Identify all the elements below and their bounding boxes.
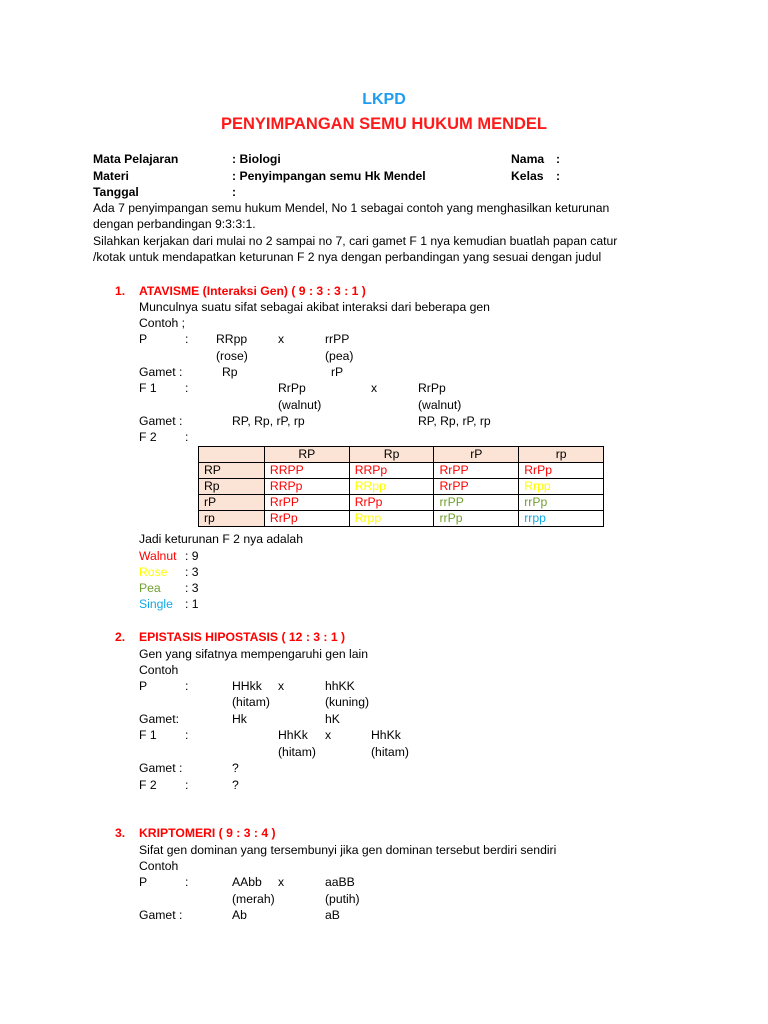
- table-cell: RrPP: [264, 495, 349, 511]
- page-subtitle: PENYIMPANGAN SEMU HUKUM MENDEL: [220, 115, 548, 133]
- s1-f2-label: F 2: [139, 430, 157, 444]
- table-cell: RrPp: [519, 463, 604, 479]
- intro-line4: /kotak untuk mendapatkan keturunan F 2 nya dengan perbandingan yang sesuai dengan judul: [93, 250, 602, 264]
- s1-number: 1.: [115, 284, 126, 298]
- materi-label: Materi: [93, 169, 129, 183]
- s1-f1b: RrPp: [418, 381, 446, 395]
- s1-f1-label: F 1: [139, 381, 157, 395]
- result-single-label: Single: [139, 597, 173, 611]
- s1-gamet-label: Gamet :: [139, 365, 183, 379]
- s2-p1: HHkk: [232, 679, 262, 693]
- s1-gamet2: rP: [331, 365, 344, 379]
- s3-gamet2: aB: [325, 908, 340, 922]
- s2-gamet-label: Gamet:: [139, 712, 179, 726]
- mapel-value: : Biologi: [232, 152, 281, 166]
- s2-p1-phenotype: (hitam): [232, 695, 270, 709]
- result-rose-value: : 3: [185, 565, 199, 579]
- s1-f1-colon: :: [185, 381, 189, 395]
- table-cell: RRPp: [264, 479, 349, 495]
- s3-p2: aaBB: [325, 875, 355, 889]
- table-cell: RrPP: [434, 463, 519, 479]
- s2-number: 2.: [115, 630, 126, 644]
- table-col-header: rP: [434, 447, 519, 463]
- s2-cross: x: [278, 679, 285, 693]
- table-cell: RRPP: [264, 463, 349, 479]
- result-walnut-label: Walnut: [139, 549, 177, 563]
- s2-p2: hhKK: [325, 679, 355, 693]
- result-walnut-value: : 9: [185, 549, 199, 563]
- s1-p-label: P: [139, 332, 148, 346]
- s1-p2: rrPP: [325, 332, 350, 346]
- table-cell: Rrpp: [349, 511, 434, 527]
- intro-line1: Ada 7 penyimpangan semu hukum Mendel, No 1 sebagai contoh yang menghasilkan keturunan: [93, 201, 610, 215]
- table-cell: RRPp: [349, 463, 434, 479]
- result-single-value: : 1: [185, 597, 199, 611]
- s3-desc: Sifat gen dominan yang tersembunyi jika gen dominan tersebut berdiri sendiri: [139, 843, 557, 857]
- materi-value: : Penyimpangan semu Hk Mendel: [232, 169, 426, 183]
- s2-f2-colon: :: [185, 778, 189, 792]
- table-col-header: rp: [519, 447, 604, 463]
- s2-f1-cross: x: [325, 728, 332, 742]
- tanggal-value: :: [232, 185, 237, 199]
- s2-f1-colon: :: [185, 728, 189, 742]
- table-row-header: rP: [199, 495, 265, 511]
- s3-p2-phenotype: (putih): [325, 892, 360, 906]
- s3-gamet1: Ab: [232, 908, 247, 922]
- s1-p1-phenotype: (rose): [216, 349, 248, 363]
- table-cell: rrPP: [434, 495, 519, 511]
- s3-cross: x: [278, 875, 285, 889]
- nama-label: Nama: [511, 152, 545, 166]
- s3-p-label: P: [139, 875, 148, 889]
- s1-f1b-phenotype: (walnut): [418, 398, 462, 412]
- result-pea-label: Pea: [139, 581, 161, 595]
- s1-f1-cross: x: [371, 381, 378, 395]
- mapel-label: Mata Pelajaran: [93, 152, 179, 166]
- s1-f2-colon: :: [185, 430, 189, 444]
- s2-f1b: HhKk: [371, 728, 401, 742]
- table-corner-cell: [199, 447, 265, 463]
- kelas-colon: :: [556, 169, 561, 183]
- table-col-header: RP: [264, 447, 349, 463]
- s2-desc: Gen yang sifatnya mempengaruhi gen lain: [139, 647, 368, 661]
- s1-f1a: RrPp: [278, 381, 306, 395]
- s2-f1-label: F 1: [139, 728, 157, 742]
- s1-jadi: Jadi keturunan F 2 nya adalah: [139, 532, 303, 546]
- s2-gamet2: hK: [325, 712, 340, 726]
- table-row-header: RP: [199, 463, 265, 479]
- s1-desc: Munculnya suatu sifat sebagai akibat interaksi dari beberapa gen: [139, 300, 490, 314]
- s2-gamet-unknown: ?: [232, 761, 239, 775]
- s2-f2-label: F 2: [139, 778, 157, 792]
- table-cell: rrpp: [519, 511, 604, 527]
- s2-f1a-phenotype: (hitam): [278, 745, 316, 759]
- table-cell: rrPp: [519, 495, 604, 511]
- table-row-header: rp: [199, 511, 265, 527]
- s1-p1: RRpp: [216, 332, 248, 346]
- intro-line2: dengan perbandingan 9:3:3:1.: [93, 217, 256, 231]
- s3-contoh: Contoh: [139, 859, 179, 873]
- table-cell: RrPp: [264, 511, 349, 527]
- table-cell: RrPP: [434, 479, 519, 495]
- result-rose-label: Rose: [139, 565, 168, 579]
- table-row-header: Rp: [199, 479, 265, 495]
- table-col-header: Rp: [349, 447, 434, 463]
- table-cell: rrPp: [434, 511, 519, 527]
- table-cell: Rrpp: [519, 479, 604, 495]
- s1-p2-phenotype: (pea): [325, 349, 354, 363]
- s2-contoh: Contoh: [139, 663, 179, 677]
- s1-contoh: Contoh ;: [139, 316, 186, 330]
- s1-gamet4: RP, Rp, rP, rp: [418, 414, 491, 428]
- table-cell: RrPp: [349, 495, 434, 511]
- table-cell: RRpp: [349, 479, 434, 495]
- s1-gamet3: RP, Rp, rP, rp: [232, 414, 305, 428]
- s3-gamet-label: Gamet :: [139, 908, 183, 922]
- result-pea-value: : 3: [185, 581, 199, 595]
- table-row: [199, 463, 604, 479]
- punnett-table: [198, 446, 604, 527]
- s1-p-colon: :: [185, 332, 189, 346]
- table-row: [199, 511, 604, 527]
- kelas-label: Kelas: [511, 169, 544, 183]
- s1-cross: x: [278, 332, 285, 346]
- s2-gamet1: Hk: [232, 712, 247, 726]
- s2-f2-unknown: ?: [232, 778, 239, 792]
- s3-p-colon: :: [185, 875, 189, 889]
- s3-p1: AAbb: [232, 875, 262, 889]
- s2-title: EPISTASIS HIPOSTASIS ( 12 : 3 : 1 ): [139, 630, 346, 644]
- s2-f1a: HhKk: [278, 728, 308, 742]
- intro-line3: Silahkan kerjakan dari mulai no 2 sampai no 7, cari gamet F 1 nya kemudian buatlah papan catur: [93, 234, 618, 248]
- s3-number: 3.: [115, 826, 126, 840]
- nama-colon: :: [556, 152, 561, 166]
- s1-title: ATAVISME (Interaksi Gen) ( 9 : 3 : 3 : 1 ): [139, 284, 366, 298]
- tanggal-label: Tanggal: [93, 185, 139, 199]
- table-row: [199, 479, 604, 495]
- s2-p-colon: :: [185, 679, 189, 693]
- s3-p1-phenotype: (merah): [232, 892, 275, 906]
- s3-title: KRIPTOMERI ( 9 : 3 : 4 ): [139, 826, 276, 840]
- page-title: LKPD: [362, 91, 406, 108]
- s1-gamet1: Rp: [222, 365, 238, 379]
- s2-p2-phenotype: (kuning): [325, 695, 370, 709]
- table-header-row: [199, 447, 604, 463]
- table-row: [199, 495, 604, 511]
- s2-p-label: P: [139, 679, 148, 693]
- s1-f1a-phenotype: (walnut): [278, 398, 322, 412]
- s2-gamet2-label: Gamet :: [139, 761, 183, 775]
- s1-gamet2-label: Gamet :: [139, 414, 183, 428]
- s2-f1b-phenotype: (hitam): [371, 745, 409, 759]
